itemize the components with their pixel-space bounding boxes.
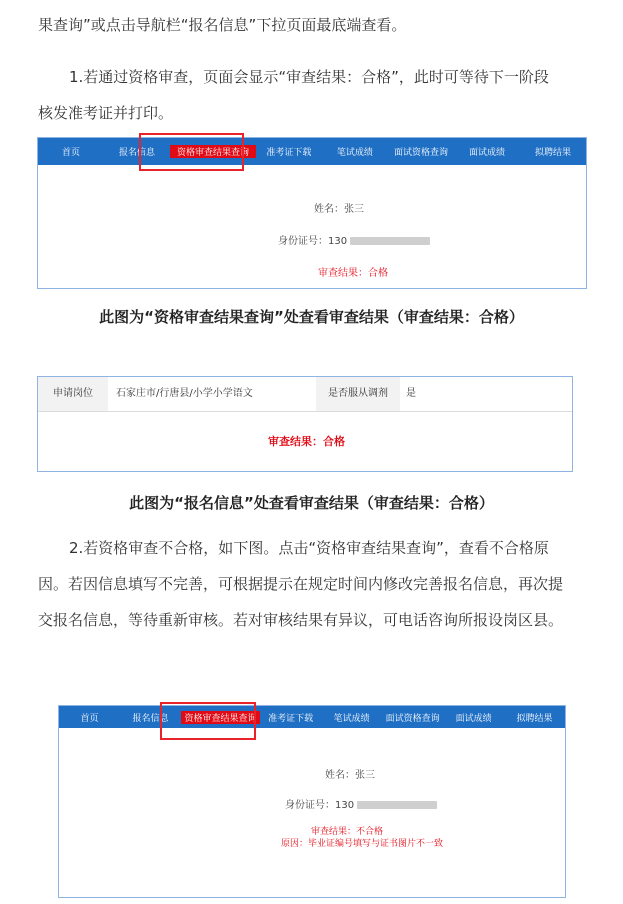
position-label: 申请岗位: [38, 377, 108, 411]
nav-item-interview-qualification[interactable]: 面试资格查询: [393, 148, 448, 158]
nav-bar: [38, 138, 586, 165]
result-text: 审查结果：合格: [268, 435, 345, 448]
highlight-box: [139, 133, 244, 171]
result-query-screenshot: [37, 137, 587, 289]
adjust-label: 是否服从调剂: [316, 377, 400, 411]
result-query-screenshot-failed: [58, 705, 566, 898]
paragraph-line: 2.若资格审查不合格，如下图。点击“资格审查结果查询”，查看不合格原: [69, 539, 549, 557]
nav-bar: [59, 706, 565, 728]
nav-item-registration[interactable]: 报名信息: [119, 148, 156, 158]
adjust-value: 是: [406, 388, 416, 399]
nav-item-hiring-result[interactable]: 拟聘结果: [535, 148, 572, 158]
nav-item-interview-score[interactable]: 面试成绩: [455, 713, 492, 724]
id-label: 身份证号：130: [278, 236, 348, 247]
nav-item-hiring-result[interactable]: 拟聘结果: [516, 713, 553, 724]
nav-item-home[interactable]: 首页: [62, 148, 81, 158]
paragraph-line: 核发准考证并打印。: [38, 104, 174, 122]
highlight-box: [160, 702, 256, 740]
nav-item-interview-score[interactable]: 面试成绩: [468, 148, 505, 158]
paragraph-line: 交报名信息，等待重新审核。若对审核结果有异议，可电话咨询所报设岗区县。: [38, 611, 564, 629]
nav-item-written-score[interactable]: 笔试成绩: [333, 713, 370, 724]
id-line: [278, 232, 430, 247]
id-line: [285, 796, 437, 811]
caption: 此图为“报名信息”处查看审查结果（审查结果：合格）: [129, 494, 494, 512]
name-line: 姓名：张三: [325, 770, 375, 781]
nav-item-interview-qualification[interactable]: 面试资格查询: [385, 713, 440, 724]
position-value: 石家庄市/行唐县/小学小学语文: [116, 388, 253, 399]
name-line: 姓名：张三: [314, 204, 364, 215]
blurred-id: [357, 801, 437, 809]
paragraph-line: 1.若通过资格审查，页面会显示“审查结果：合格”，此时可等待下一阶段: [69, 68, 549, 86]
nav-item-result-query[interactable]: 资格审查结果查询: [170, 145, 256, 158]
result-text: 审查结果：合格: [318, 268, 388, 279]
caption: 此图为“资格审查结果查询”处查看审查结果（审查结果：合格）: [99, 308, 524, 326]
reason-text: 原因：毕业证编号填写与证书图片不一致: [281, 839, 444, 849]
blurred-id: [350, 237, 430, 245]
nav-item-written-score[interactable]: 笔试成绩: [336, 148, 373, 158]
paragraph-line: 果查询”或点击导航栏“报名信息”下拉页面最底端查看。: [38, 16, 407, 34]
result-text: 审查结果：不合格: [311, 827, 384, 837]
registration-info-panel: [37, 376, 573, 472]
paragraph-line: 因。若因信息填写不完善，可根据提示在规定时间内修改完善报名信息，再次提: [38, 575, 564, 593]
position-row: [38, 377, 572, 412]
nav-item-home[interactable]: 首页: [80, 713, 99, 724]
nav-item-registration[interactable]: 报名信息: [132, 713, 169, 724]
nav-item-result-query[interactable]: 资格审查结果查询: [181, 711, 260, 724]
id-label: 身份证号：130: [285, 800, 355, 811]
nav-item-admission-ticket[interactable]: 准考证下载: [266, 148, 312, 158]
nav-item-admission-ticket[interactable]: 准考证下载: [268, 713, 314, 724]
